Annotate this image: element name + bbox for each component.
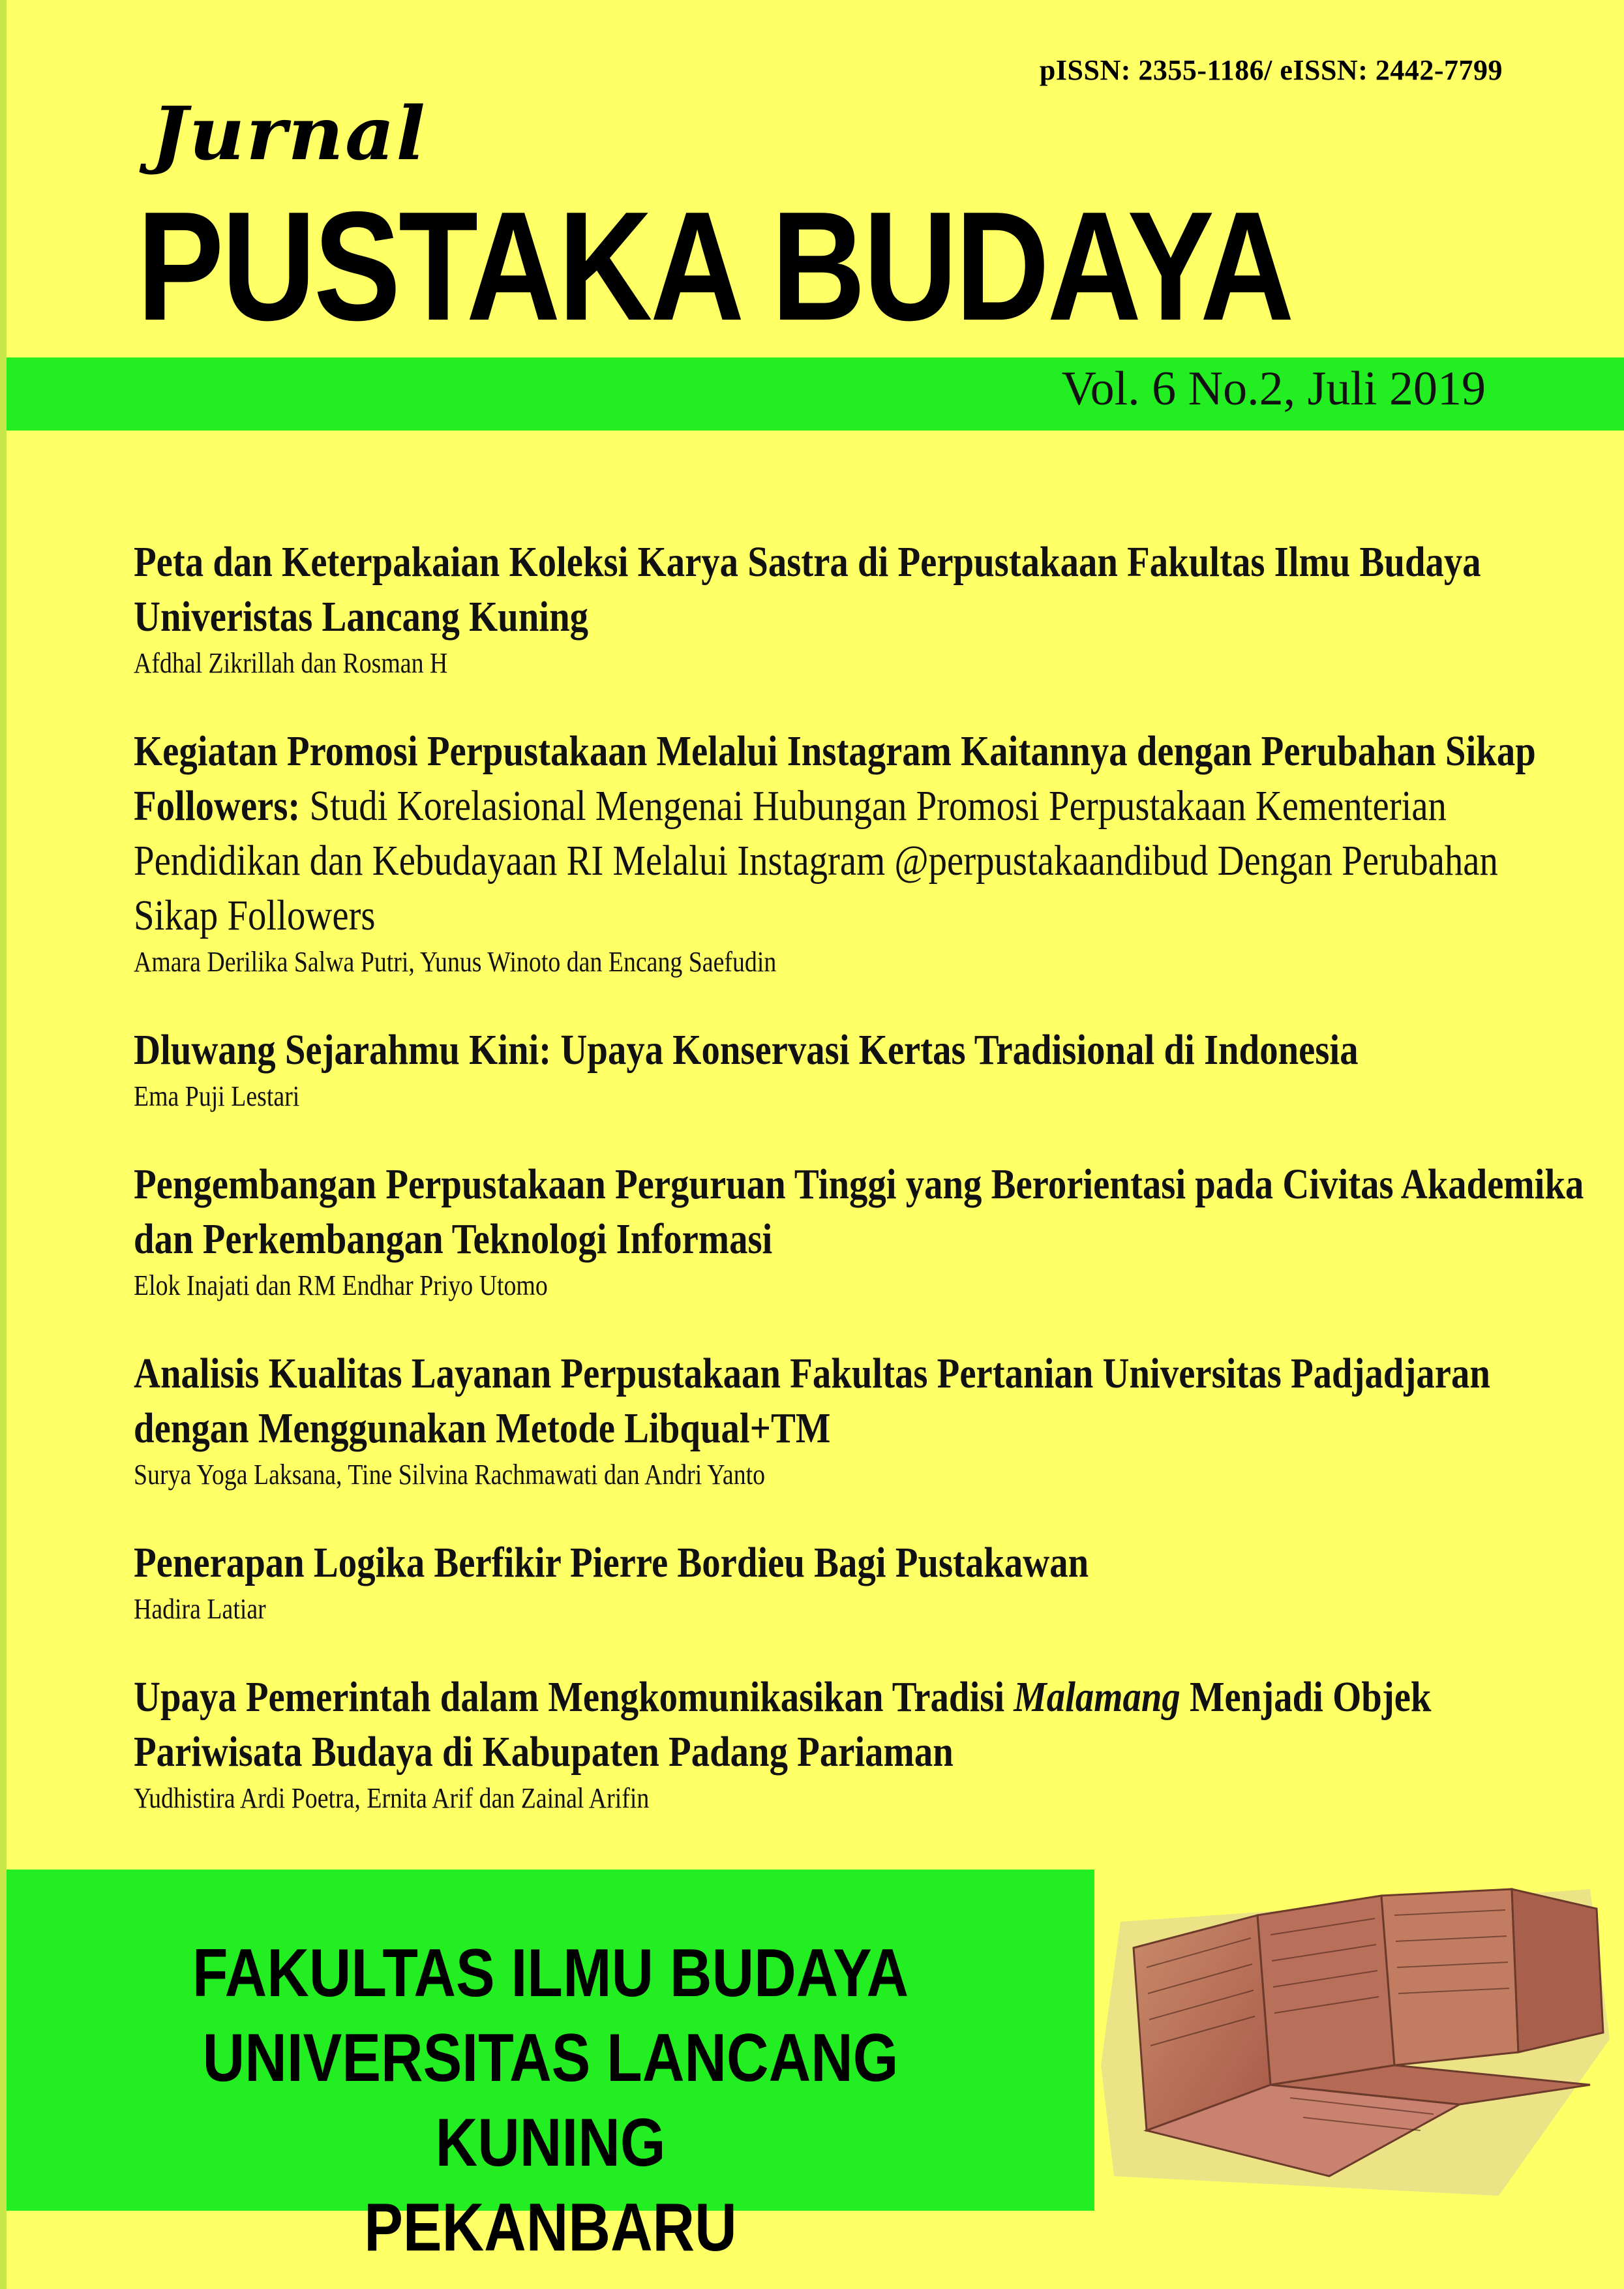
article-authors: Elok Inajati dan RM Endhar Priyo Utomo <box>134 1269 548 1301</box>
left-edge-strip <box>0 0 7 2289</box>
article-title-bold: Kegiatan Promosi Perpustakaan Melalui Instagram Kaitannya dengan Perubahan Sikap Followers: <box>134 727 1536 830</box>
publisher-faculty: FAKULTAS ILMU BUDAYA <box>192 1935 909 2011</box>
article-entry <box>134 1157 1595 1305</box>
article-entry <box>134 1023 1595 1115</box>
article-title <box>134 724 1591 943</box>
article-title: Peta dan Keterpakaian Koleksi Karya Sastra di Perpustakaan Fakultas Ilmu Budaya Univeristas Lancang Kuning <box>134 538 1481 641</box>
article-entry <box>134 724 1595 981</box>
article-title: Penerapan Logika Berfikir Pierre Bordieu Bagi Pustakawan <box>134 1539 1089 1586</box>
journal-title: PUSTAKA BUDAYA <box>137 180 1293 353</box>
article-title: Pengembangan Perpustakaan Perguruan Tinggi yang Berorientasi pada Civitas Akademika dan Perkembangan Teknologi Informasi <box>134 1160 1584 1263</box>
publisher-city: PEKANBARU <box>364 2190 737 2266</box>
article-title <box>134 1670 1591 1780</box>
folded-manuscript-illustration <box>1094 1870 1624 2211</box>
article-title-post: Menjadi Objek Pariwisata Budaya di Kabupaten Padang Pariaman <box>134 1673 1432 1776</box>
article-title-rest: Studi Korelasional Mengenai Hubungan Promosi Perpustakaan Kementerian Pendidikan dan Kebudayaan RI Melalui Instagram @perpustakaandibud Dengan Perubahan Sikap Followers <box>134 782 1498 939</box>
issn-label: pISSN: 2355-1186/ eISSN: 2442-7799 <box>1039 54 1503 86</box>
article-authors: Amara Derilika Salwa Putri, Yunus Winoto dan Encang Saefudin <box>134 946 777 978</box>
article-entry <box>134 1346 1595 1494</box>
volume-label: Vol. 6 No.2, Juli 2019 <box>1061 362 1486 416</box>
article-title-pre: Upaya Pemerintah dalam Mengkomunikasikan Tradisi <box>134 1673 1014 1721</box>
article-entry <box>134 1670 1595 1817</box>
article-title: Analisis Kualitas Layanan Perpustakaan Fakultas Pertanian Universitas Padjadjaran dengan Menggunakan Metode Libqual+TM <box>134 1350 1490 1452</box>
article-authors: Hadira Latiar <box>134 1593 266 1625</box>
jurnal-label: Jurnal <box>151 91 427 177</box>
article-entry <box>134 1536 1595 1628</box>
table-of-contents <box>134 535 1595 1859</box>
article-authors: Ema Puji Lestari <box>134 1080 300 1112</box>
manuscript-image <box>1094 1870 1624 2211</box>
article-entry <box>134 535 1595 682</box>
publisher-university: UNIVERSITAS LANCANG KUNING <box>202 2020 899 2181</box>
article-authors: Yudhistira Ardi Poetra, Ernita Arif dan Zainal Arifin <box>134 1782 650 1814</box>
publisher-text <box>7 1931 1094 2270</box>
article-authors: Afdhal Zikrillah dan Rosman H <box>134 647 448 679</box>
article-title-italic: Malamang <box>1014 1673 1180 1721</box>
article-title: Dluwang Sejarahmu Kini: Upaya Konservasi Kertas Tradisional di Indonesia <box>134 1026 1359 1074</box>
volume-bar <box>7 357 1624 431</box>
article-authors: Surya Yoga Laksana, Tine Silvina Rachmawati dan Andri Yanto <box>134 1459 766 1491</box>
